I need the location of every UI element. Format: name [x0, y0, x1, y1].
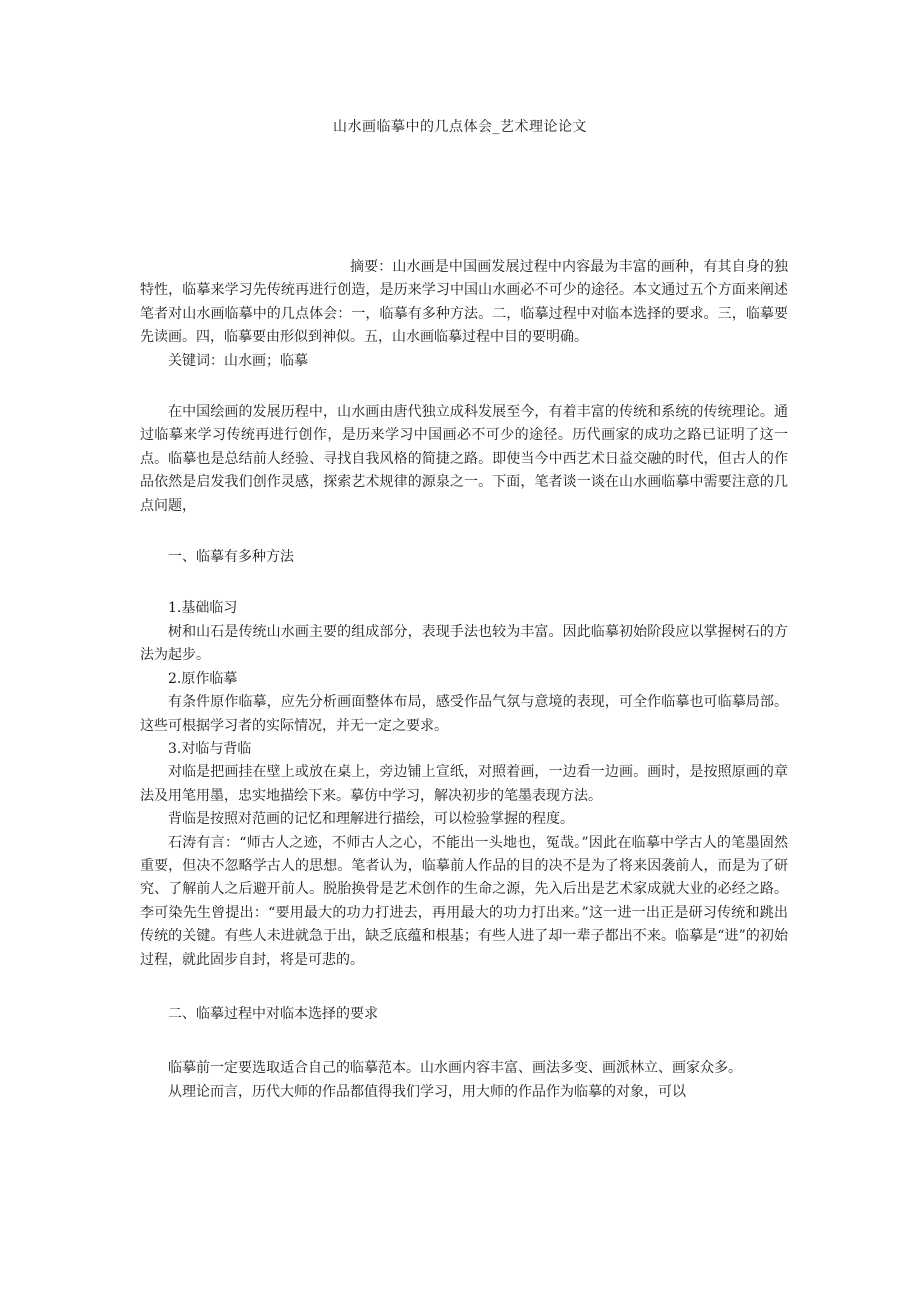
paragraph-memory-copy: 背临是按照对范画的记忆和理解进行描绘，可以检验掌握的程度。: [168, 811, 574, 828]
abstract-paragraph: 摘要：山水画是中国画发展过程中内容最为丰富的画种，有其自身的独特性，临摹来学习先传统再进行创造，是历来学习中国山水画必不可少的途径。本文通过五个方面来阐述笔者对山水画临摹中的几点体会：一，临摹有多种方法。二，临摹过程中对临本选择的要求。三，临摹要先读画。四，临摹要由形似到神似。五，山水画临摹过程中目的要明确。: [140, 259, 788, 346]
paragraph-basic-practice: 树和山石是传统山水画主要的组成部分，表现手法也较为丰富。因此临摹初始阶段应以掌握树石的方法为起步。: [140, 623, 788, 664]
paragraph-model-selection: 临摹前一定要选取适合自己的临摹范本。山水画内容丰富、画法多变、画派林立、画家众多。: [168, 1060, 742, 1077]
paragraph-masters-works: 从理论而言，历代大师的作品都值得我们学习，用大师的作品作为临摹的对象，可以: [168, 1083, 686, 1100]
document-body: [140, 256, 788, 1104]
keywords-line: 关键词：山水画；临摹: [168, 352, 308, 369]
paragraph-face-copy: 对临是把画挂在壁上或放在桌上，旁边铺上宣纸，对照着画，一边看一边画。画时，是按照原画的章法及用笔用墨，忠实地描绘下来。摹仿中学习，解决初步的笔墨表现方法。: [140, 764, 788, 804]
subheading-original-copy: 2.原作临摹: [168, 670, 238, 687]
subheading-basic-practice: 1.基础临习: [168, 600, 238, 617]
intro-paragraph: 在中国绘画的发展历程中，山水画由唐代独立成科发展至今，有着丰富的传统和系统的传统理论。通过临摹来学习传统再进行创作，是历来学习中国画必不可少的途径。历代画家的成功之路已证明了这一点。临摹也是总结前人经验、寻找自我风格的简捷之路。即使当今中西艺术日益交融的时代，但古人的作品依然是启发我们创作灵感，探索艺术规律的源泉之一。下面，笔者谈一谈在山水画临摹中需要注意的几点问题，: [140, 404, 788, 514]
paragraph-shitao-quote: 石涛有言：“师古人之迹，不师古人之心，不能出一头地也，冤哉。”因此在临摹中学古人的笔墨固然重要，但决不忽略学古人的思想。笔者认为，临摹前人作品的目的决不是为了将来因袭前人，而是为了研究、了解前人之后避开前人。脱胎换骨是艺术创作的生命之源，先入后出是艺术家成就大业的必经之路。李可染先生曾提出：“要用最大的功力打进去，再用最大的功力打出来。”这一进一出正是研习传统和跳出传统的关键。有些人未进就急于出，缺乏底蕴和根基；有些人进了却一辈子都出不来。临摹是“进”的初始过程，就此固步自封，将是可悲的。: [140, 834, 788, 968]
subheading-face-and-memory-copy: 3.对临与背临: [168, 740, 252, 757]
section-heading-1: 一、临摹有多种方法: [168, 549, 294, 566]
paragraph-original-copy: 有条件原作临摹，应先分析画面整体布局，感受作品气氛与意境的表现，可全作临摹也可临摹局部。这些可根据学习者的实际情况，并无一定之要求。: [140, 694, 788, 734]
document-title: 山水画临摹中的几点体会_艺术理论论文: [333, 119, 587, 135]
section-heading-2: 二、临摹过程中对临本选择的要求: [168, 1005, 378, 1022]
